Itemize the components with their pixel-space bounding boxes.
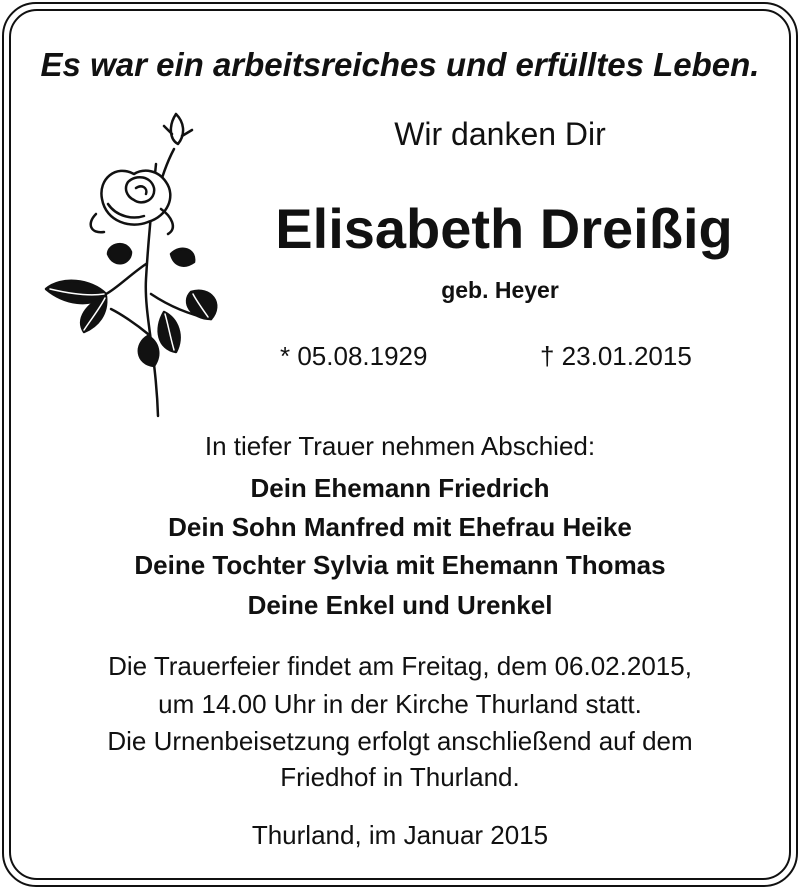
birth-date: * 05.08.1929 (280, 341, 428, 371)
service-info-line: Friedhof in Thurland. (280, 762, 520, 792)
mourner-line: Dein Sohn Manfred mit Ehefrau Heike (168, 512, 632, 542)
mourner-line: Deine Enkel und Urenkel (247, 590, 553, 620)
service-info-line: Die Urnenbeisetzung erfolgt anschließend auf dem (107, 726, 693, 756)
death-date: † 23.01.2015 (540, 341, 692, 371)
maiden-name: geb. Heyer (441, 277, 559, 303)
rose-icon (36, 104, 231, 419)
motto: Es war ein arbeitsreiches und erfülltes Leben. (40, 46, 760, 83)
place-and-date: Thurland, im Januar 2015 (251, 820, 549, 850)
deceased-name: Elisabeth Dreißig (275, 197, 733, 260)
service-info-line: um 14.00 Uhr in der Kirche Thurland statt. (158, 689, 642, 719)
thanks-line: Wir danken Dir (394, 116, 606, 152)
mourner-line: Dein Ehemann Friedrich (250, 473, 550, 503)
mourners-intro: In tiefer Trauer nehmen Abschied: (204, 431, 596, 461)
mourner-line: Deine Tochter Sylvia mit Ehemann Thomas (134, 550, 666, 580)
service-info-line: Die Trauerfeier findet am Freitag, dem 06.02.2015, (108, 651, 692, 681)
